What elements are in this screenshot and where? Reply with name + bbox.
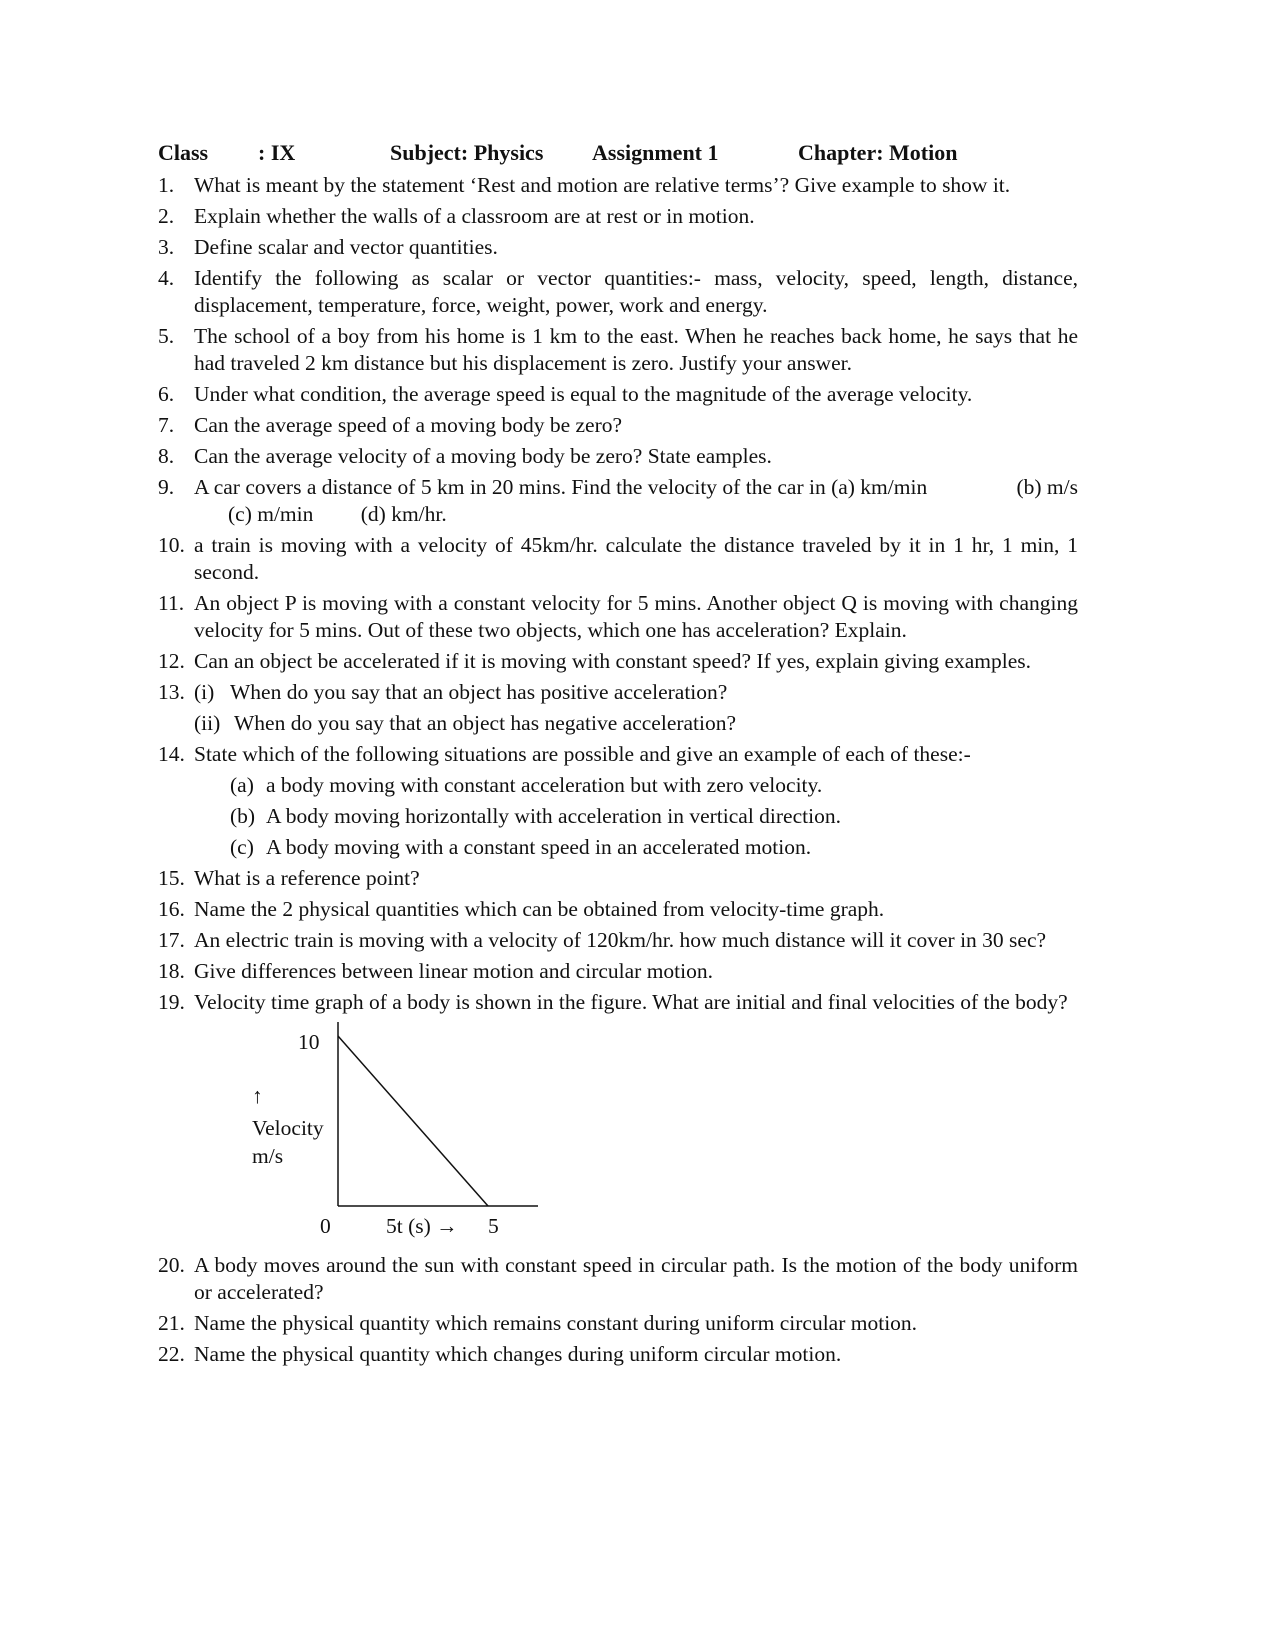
question-14 (158, 741, 1078, 768)
question-18 (158, 958, 1078, 985)
question-number: 5. (158, 324, 175, 348)
question-5 (158, 323, 1078, 377)
question-7 (158, 412, 1078, 439)
question-number: 12. (158, 649, 185, 673)
sub-text: a body moving with constant acceleration but with zero velocity. (266, 773, 823, 797)
assignment-page (158, 140, 1078, 1368)
sub-label: (a) (230, 773, 254, 797)
question-number: 9. (158, 475, 175, 499)
velocity-line (338, 1036, 488, 1206)
question-text: Name the physical quantity which remains constant during uniform circular motion. (194, 1311, 918, 1335)
class-label: Class (158, 140, 209, 165)
x-tick-end: 5 (488, 1214, 499, 1238)
question-text: The school of a boy from his home is 1 km to the east. When he reaches back home, he says that he had traveled 2 km distance but his displacement is zero. Justify your answer. (194, 324, 1078, 375)
question-number: 18. (158, 959, 185, 983)
question-number: 19. (158, 990, 185, 1014)
sub-label: (c) (230, 835, 254, 859)
question-13 (158, 679, 1078, 706)
y-axis-unit: m/s (252, 1144, 284, 1168)
sub-question-i (194, 679, 1078, 706)
question-2 (158, 203, 1078, 230)
question-text: What is meant by the statement ‘Rest and motion are relative terms’? Give example to show it. (194, 173, 1011, 197)
question-text: Explain whether the walls of a classroom are at rest or in motion. (194, 204, 755, 228)
x-axis-label: 5t (s) → (386, 1214, 458, 1238)
question-number: 14. (158, 742, 185, 766)
question-3 (158, 234, 1078, 261)
question-text: State which of the following situations are possible and give an example of each of these:- (194, 742, 971, 766)
question-20 (158, 1252, 1078, 1306)
sub-question-b (158, 803, 1078, 830)
question-1 (158, 172, 1078, 199)
subject: Subject: Physics (390, 140, 544, 165)
sub-question-ii (158, 710, 1078, 737)
question-number: 21. (158, 1311, 185, 1335)
question-9 (158, 474, 1078, 528)
velocity-time-graph (158, 1018, 1078, 1248)
option-d: (d) km/hr. (360, 502, 447, 526)
question-number: 22. (158, 1342, 185, 1366)
question-text: Under what condition, the average speed is equal to the magnitude of the average velocity. (194, 382, 973, 406)
question-11 (158, 590, 1078, 644)
question-number: 2. (158, 204, 175, 228)
y-axis-label: Velocity (252, 1116, 324, 1140)
sub-text: When do you say that an object has positive acceleration? (230, 680, 728, 704)
option-b: (b) m/s (1016, 475, 1078, 499)
question-10 (158, 532, 1078, 586)
question-text: Can the average velocity of a moving body be zero? State eamples. (194, 444, 772, 468)
question-number: 16. (158, 897, 185, 921)
sub-text: A body moving horizontally with acceleration in vertical direction. (266, 804, 841, 828)
sub-question-c (158, 834, 1078, 861)
question-number: 20. (158, 1253, 185, 1277)
question-number: 7. (158, 413, 175, 437)
question-21 (158, 1310, 1078, 1337)
question-text: An object P is moving with a constant velocity for 5 mins. Another object Q is moving with changing velocity for 5 mins. Out of these two objects, which one has acceleration? Explain. (194, 591, 1078, 642)
question-number: 13. (158, 680, 185, 704)
sub-text: When do you say that an object has negative acceleration? (234, 711, 737, 735)
question-text: Name the 2 physical quantities which can be obtained from velocity-time graph. (194, 897, 885, 921)
question-number: 3. (158, 235, 175, 259)
question-9-main: A car covers a distance of 5 km in 20 mins. Find the velocity of the car in (a) km/min (194, 475, 928, 499)
question-text: Velocity time graph of a body is shown in the figure. What are initial and final velocities of the body? (194, 990, 1068, 1014)
option-c: (c) m/min (228, 502, 314, 526)
question-number: 4. (158, 266, 175, 290)
question-text: Can the average speed of a moving body be zero? (194, 413, 623, 437)
question-text: Give differences between linear motion and circular motion. (194, 959, 713, 983)
question-number: 1. (158, 173, 175, 197)
sub-label: (b) (230, 804, 256, 828)
question-12 (158, 648, 1078, 675)
question-4 (158, 265, 1078, 319)
question-8 (158, 443, 1078, 470)
question-text: Name the physical quantity which changes during uniform circular motion. (194, 1342, 842, 1366)
question-19 (158, 989, 1078, 1016)
sub-text: A body moving with a constant speed in an accelerated motion. (266, 835, 812, 859)
question-number: 11. (158, 591, 185, 615)
question-text: Identify the following as scalar or vector quantities:- mass, velocity, speed, length, distance, displacement, temperature, force, weight, power, work and energy. (194, 266, 1078, 317)
y-tick-top: 10 (298, 1030, 320, 1054)
question-text: An electric train is moving with a velocity of 120km/hr. how much distance will it cover in 30 sec? (194, 928, 1047, 952)
header (158, 140, 1078, 168)
chapter: Chapter: Motion (798, 140, 958, 165)
question-number: 15. (158, 866, 185, 890)
question-6 (158, 381, 1078, 408)
question-17 (158, 927, 1078, 954)
question-text: a train is moving with a velocity of 45km/hr. calculate the distance traveled by it in 1 hr, 1 min, 1 second. (194, 533, 1078, 584)
question-text: A body moves around the sun with constant speed in circular path. Is the motion of the body uniform or accelerated? (194, 1253, 1078, 1304)
sub-label: (ii) (194, 711, 221, 735)
sub-question-a (158, 772, 1078, 799)
question-number: 6. (158, 382, 175, 406)
question-16 (158, 896, 1078, 923)
sub-label: (i) (194, 680, 215, 704)
assignment-title: Assignment 1 (592, 140, 719, 165)
question-text (194, 474, 1078, 528)
y-axis-arrow: ↑ (252, 1084, 263, 1108)
question-text: What is a reference point? (194, 866, 420, 890)
question-number: 17. (158, 928, 185, 952)
question-15 (158, 865, 1078, 892)
question-text: Can an object be accelerated if it is moving with constant speed? If yes, explain giving examples. (194, 649, 1032, 673)
question-text: Define scalar and vector quantities. (194, 235, 498, 259)
x-tick-origin: 0 (320, 1214, 331, 1238)
question-22 (158, 1341, 1078, 1368)
question-number: 10. (158, 533, 185, 557)
question-number: 8. (158, 444, 175, 468)
class-value: : IX (258, 140, 296, 165)
